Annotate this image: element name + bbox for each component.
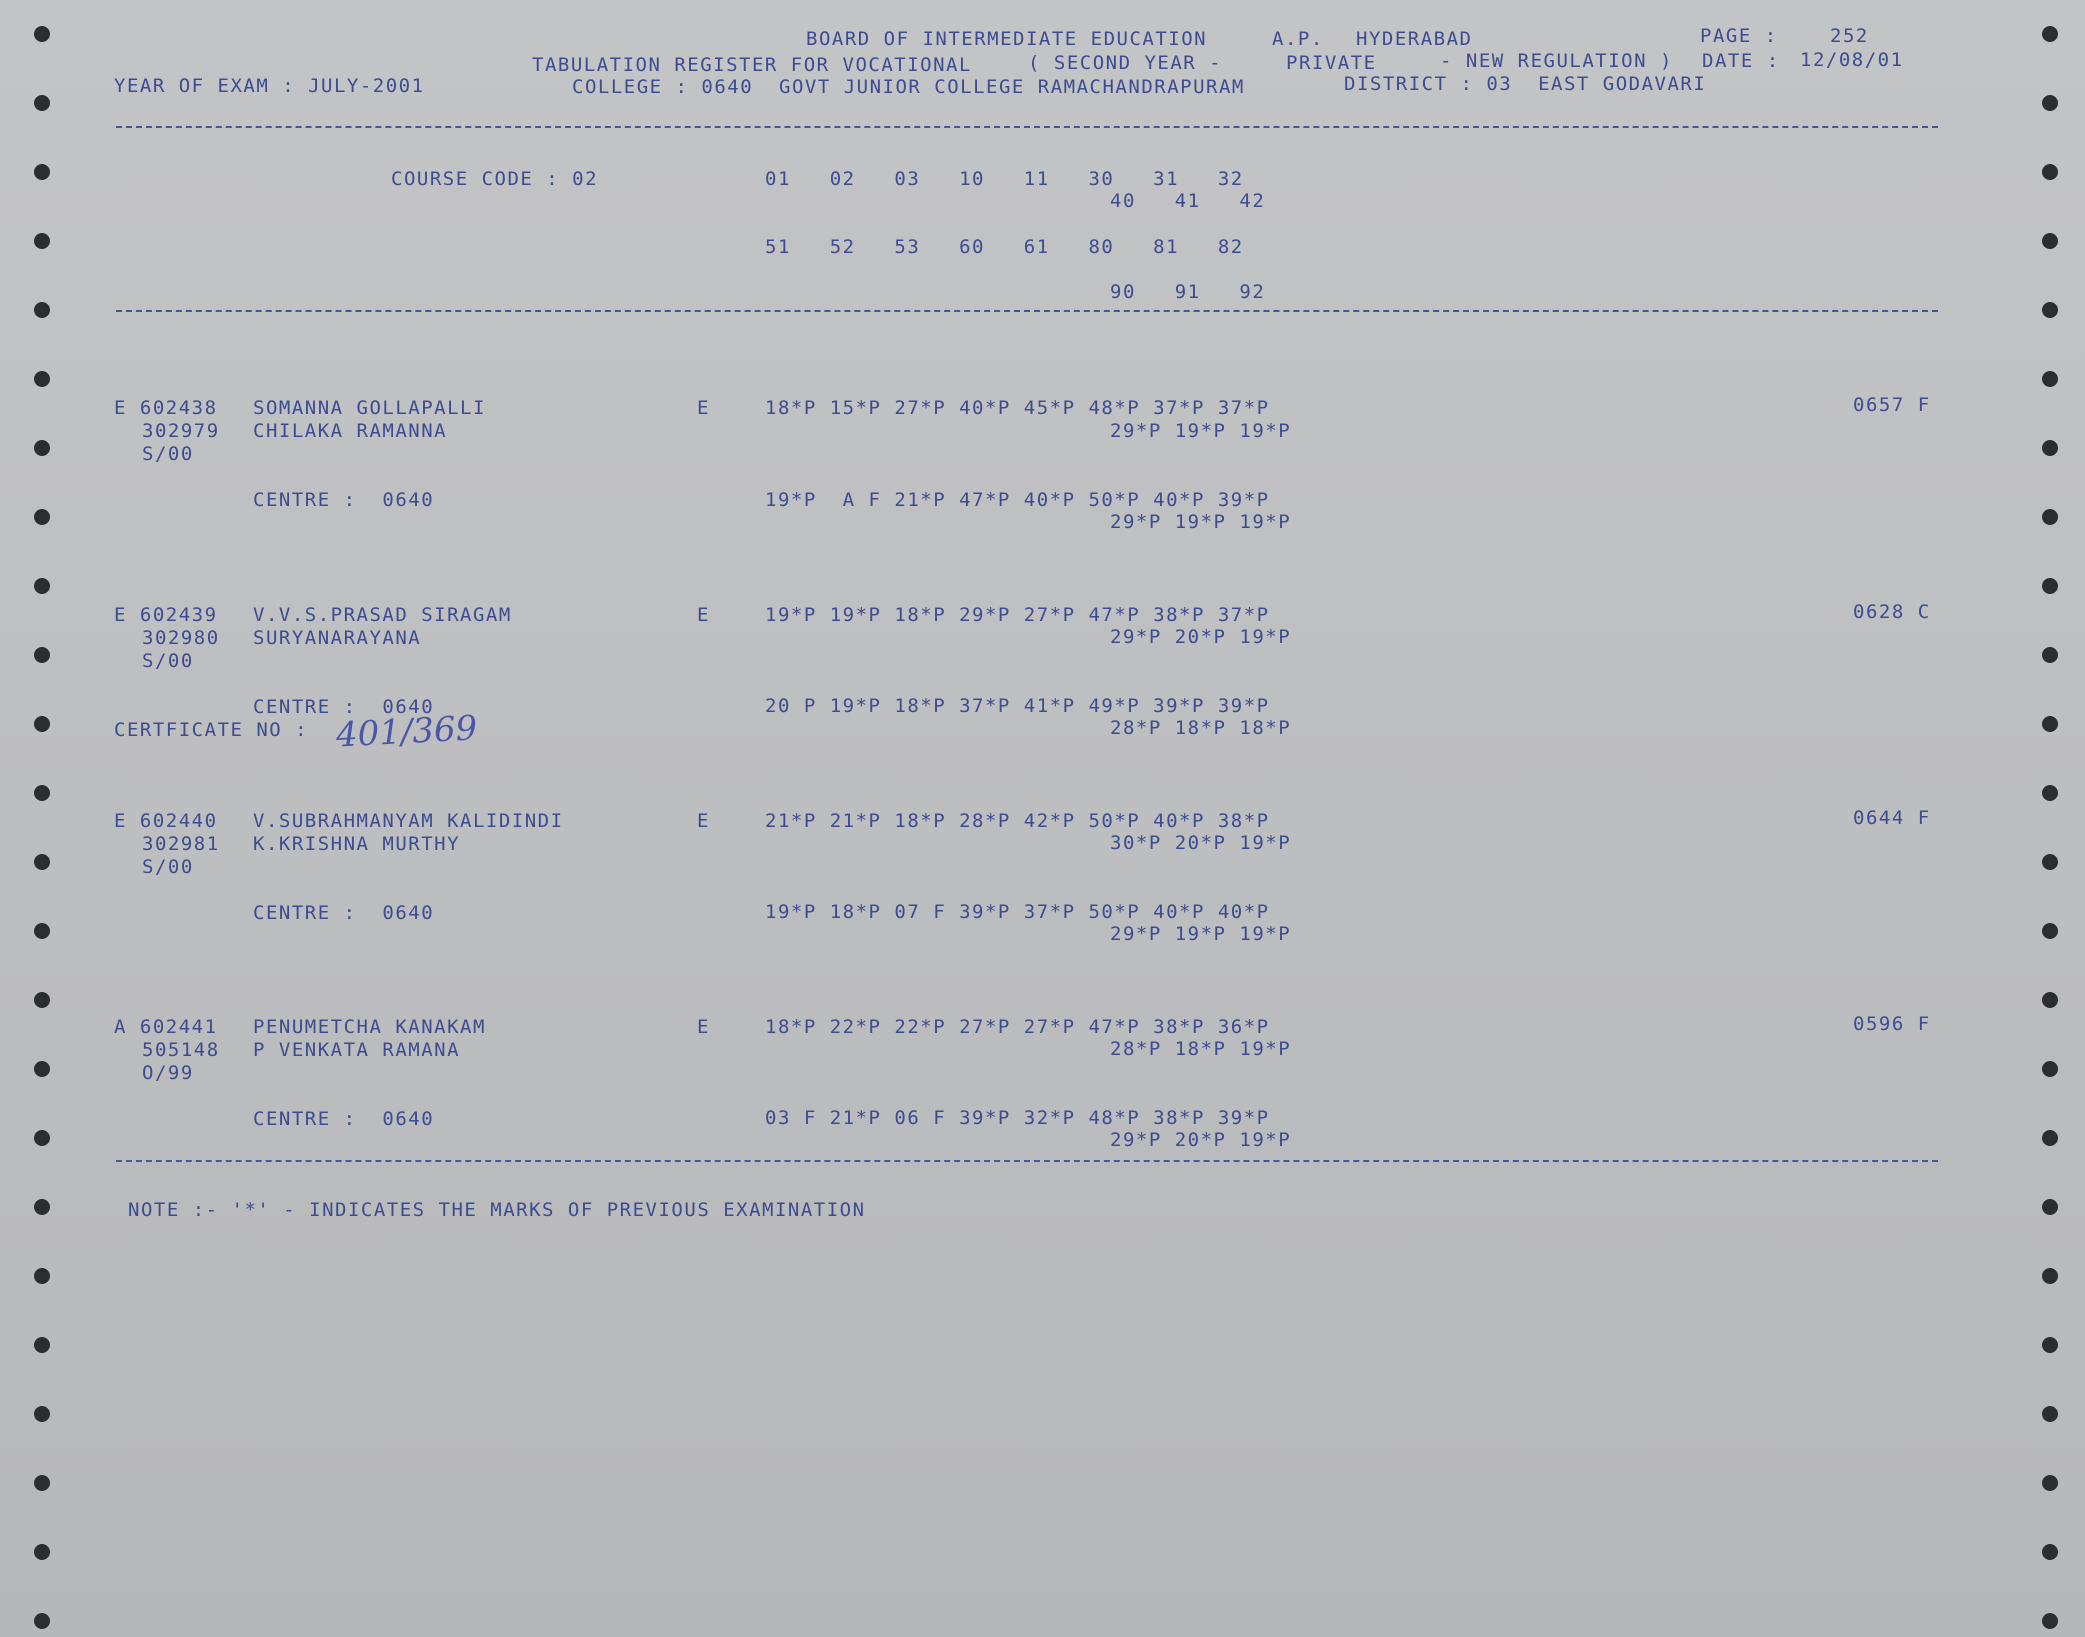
feed-hole <box>34 371 50 387</box>
feed-hole <box>2042 785 2058 801</box>
certificate-label: CERTFICATE NO : <box>114 719 309 741</box>
marks-first-year-cont: 29*P 19*P 19*P <box>1110 420 1292 442</box>
course-code-label: COURSE CODE : 02 <box>391 168 599 190</box>
centre: CENTRE : 0640 <box>253 902 435 924</box>
city-name: HYDERABAD <box>1356 28 1473 50</box>
total-result: 0628 C <box>1853 601 1931 623</box>
feed-hole <box>2042 164 2058 180</box>
feed-hole <box>34 1613 50 1629</box>
centre: CENTRE : 0640 <box>253 489 435 511</box>
feed-hole <box>34 1199 50 1215</box>
marks-first-year-cont: 29*P 20*P 19*P <box>1110 626 1292 648</box>
feed-hole <box>2042 1475 2058 1491</box>
feed-hole <box>34 1268 50 1284</box>
feed-hole <box>34 1544 50 1560</box>
feed-hole <box>34 647 50 663</box>
feed-hole <box>2042 26 2058 42</box>
feed-hole <box>34 1061 50 1077</box>
feed-hole <box>34 95 50 111</box>
feed-hole <box>2042 923 2058 939</box>
footnote: NOTE :- '*' - INDICATES THE MARKS OF PREVIOUS EXAMINATION <box>128 1199 866 1221</box>
feed-hole <box>34 923 50 939</box>
feed-hole <box>34 716 50 732</box>
page-number: 252 <box>1830 25 1869 47</box>
student-name: PENUMETCHA KANAKAM <box>253 1016 486 1038</box>
student-code: E 602439 <box>114 604 218 626</box>
marks-second-year: 19*P 18*P 07 F 39*P 37*P 50*P 40*P 40*P <box>765 901 1270 923</box>
feed-hole <box>2042 1199 2058 1215</box>
feed-hole <box>34 578 50 594</box>
total-result: 0644 F <box>1853 807 1931 829</box>
session: S/00 <box>142 650 194 672</box>
session: S/00 <box>142 856 194 878</box>
course-code-row-2: 40 41 42 <box>1110 190 1266 212</box>
marks-first-year-cont: 30*P 20*P 19*P <box>1110 832 1292 854</box>
student-reg-no: 505148 <box>142 1039 220 1061</box>
session: O/99 <box>142 1062 194 1084</box>
state-abbrev: A.P. <box>1272 28 1324 50</box>
feed-hole <box>34 1406 50 1422</box>
marks-second-year-cont: 29*P 19*P 19*P <box>1110 511 1292 533</box>
course-divider <box>116 310 1938 312</box>
feed-hole <box>2042 716 2058 732</box>
course-code-row-4: 90 91 92 <box>1110 281 1266 303</box>
father-name: P VENKATA RAMANA <box>253 1039 461 1061</box>
marks-first-year: 21*P 21*P 18*P 28*P 42*P 50*P 40*P 38*P <box>765 810 1270 832</box>
marks-second-year: 20 P 19*P 18*P 37*P 41*P 49*P 39*P 39*P <box>765 695 1270 717</box>
feed-hole <box>34 440 50 456</box>
feed-hole <box>2042 440 2058 456</box>
centre: CENTRE : 0640 <box>253 696 435 718</box>
marks-first-year: 18*P 22*P 22*P 27*P 27*P 47*P 38*P 36*P <box>765 1016 1270 1038</box>
medium: E <box>697 397 710 419</box>
feed-hole <box>34 1475 50 1491</box>
footer-divider <box>116 1160 1938 1162</box>
feed-hole <box>2042 1613 2058 1629</box>
feed-hole <box>2042 302 2058 318</box>
feed-hole <box>34 302 50 318</box>
total-result: 0657 F <box>1853 394 1931 416</box>
regulation-label: - NEW REGULATION ) <box>1440 50 1673 72</box>
father-name: CHILAKA RAMANNA <box>253 420 448 442</box>
student-code: E 602438 <box>114 397 218 419</box>
feed-hole <box>34 233 50 249</box>
student-name: V.V.S.PRASAD SIRAGAM <box>253 604 512 626</box>
college-name: COLLEGE : 0640 GOVT JUNIOR COLLEGE RAMACHANDRAPURAM <box>572 76 1245 98</box>
print-date: 12/08/01 <box>1800 49 1904 71</box>
feed-hole <box>2042 95 2058 111</box>
feed-hole <box>2042 1406 2058 1422</box>
feed-hole <box>34 992 50 1008</box>
marks-second-year-cont: 28*P 18*P 18*P <box>1110 717 1292 739</box>
course-code-row-1: 01 02 03 10 11 30 31 32 <box>765 168 1244 190</box>
exam-year: YEAR OF EXAM : JULY-2001 <box>114 75 425 97</box>
total-result: 0596 F <box>1853 1013 1931 1035</box>
district-name: DISTRICT : 03 EAST GODAVARI <box>1344 73 1707 95</box>
father-name: K.KRISHNA MURTHY <box>253 833 461 855</box>
feed-hole <box>2042 1130 2058 1146</box>
feed-hole <box>2042 233 2058 249</box>
medium: E <box>697 604 710 626</box>
second-year-label: ( SECOND YEAR - <box>1028 52 1223 74</box>
register-title: TABULATION REGISTER FOR VOCATIONAL <box>532 54 972 76</box>
feed-hole <box>2042 647 2058 663</box>
course-code-row-3: 51 52 53 60 61 80 81 82 <box>765 236 1244 258</box>
marks-second-year: 19*P A F 21*P 47*P 40*P 50*P 40*P 39*P <box>765 489 1270 511</box>
certificate-number-handwritten: 401/369 <box>335 708 479 756</box>
private-label: PRIVATE <box>1286 52 1377 74</box>
marks-first-year-cont: 28*P 18*P 19*P <box>1110 1038 1292 1060</box>
feed-hole <box>2042 854 2058 870</box>
feed-hole <box>34 509 50 525</box>
board-name: BOARD OF INTERMEDIATE EDUCATION <box>806 28 1208 50</box>
feed-hole <box>34 854 50 870</box>
marks-first-year: 19*P 19*P 18*P 29*P 27*P 47*P 38*P 37*P <box>765 604 1270 626</box>
student-reg-no: 302981 <box>142 833 220 855</box>
student-name: V.SUBRAHMANYAM KALIDINDI <box>253 810 564 832</box>
student-code: A 602441 <box>114 1016 218 1038</box>
feed-hole <box>2042 509 2058 525</box>
father-name: SURYANARAYANA <box>253 627 422 649</box>
marks-second-year: 03 F 21*P 06 F 39*P 32*P 48*P 38*P 39*P <box>765 1107 1270 1129</box>
centre: CENTRE : 0640 <box>253 1108 435 1130</box>
feed-hole <box>2042 1337 2058 1353</box>
feed-hole <box>2042 1544 2058 1560</box>
feed-hole <box>2042 992 2058 1008</box>
feed-hole <box>2042 371 2058 387</box>
feed-hole <box>34 785 50 801</box>
feed-hole <box>2042 1268 2058 1284</box>
marks-second-year-cont: 29*P 19*P 19*P <box>1110 923 1292 945</box>
feed-hole <box>34 1337 50 1353</box>
student-reg-no: 302980 <box>142 627 220 649</box>
student-name: SOMANNA GOLLAPALLI <box>253 397 486 419</box>
session: S/00 <box>142 443 194 465</box>
marks-first-year: 18*P 15*P 27*P 40*P 45*P 48*P 37*P 37*P <box>765 397 1270 419</box>
date-label: DATE : <box>1702 50 1780 72</box>
feed-hole <box>2042 1061 2058 1077</box>
feed-hole <box>34 26 50 42</box>
page-label: PAGE : <box>1700 25 1778 47</box>
feed-hole <box>34 164 50 180</box>
medium: E <box>697 810 710 832</box>
header-divider <box>116 126 1938 128</box>
student-code: E 602440 <box>114 810 218 832</box>
feed-hole <box>2042 578 2058 594</box>
feed-hole <box>34 1130 50 1146</box>
marks-second-year-cont: 29*P 20*P 19*P <box>1110 1129 1292 1151</box>
medium: E <box>697 1016 710 1038</box>
student-reg-no: 302979 <box>142 420 220 442</box>
